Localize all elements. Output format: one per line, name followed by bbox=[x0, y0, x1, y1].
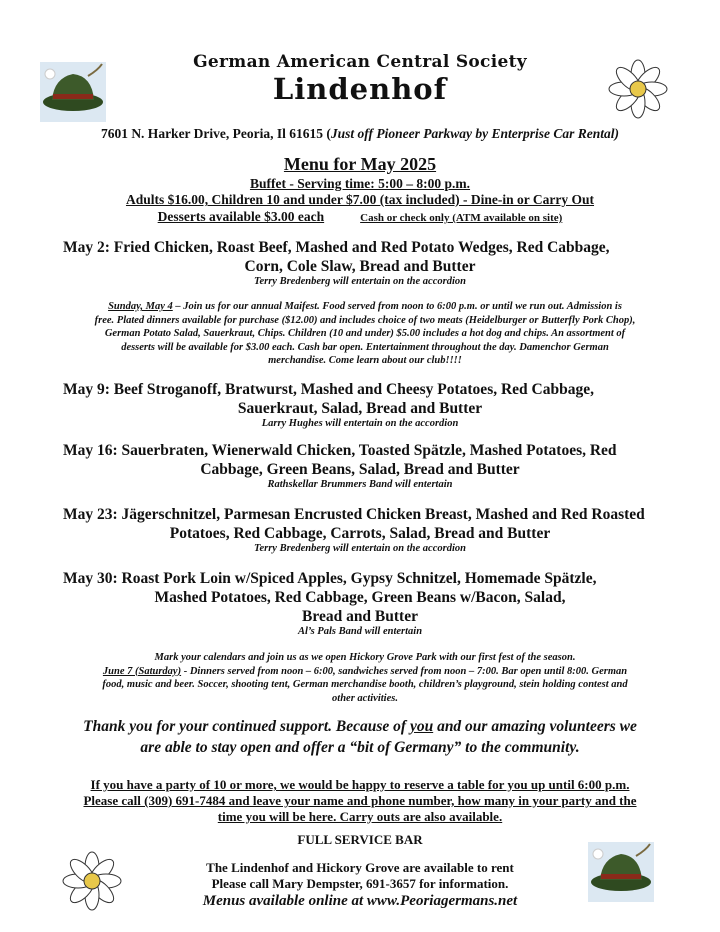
entertainment: Terry Bredenberg will entertain on the accordion bbox=[254, 543, 466, 554]
prices: Adults $16.00, Children 10 and under $7.00 (tax included) - Dine-in or Carry Out bbox=[125, 192, 595, 207]
buffet-time: Buffet - Serving time: 5:00 – 8:00 p.m. bbox=[249, 176, 471, 191]
maifest-line: – Join us for our annual Maifest. Food served from noon to 6:00 p.m. or until we run out. Admission is bbox=[172, 301, 622, 312]
maifest-line: German Potato Salad, Sauerkraut, Chips. Children (10 and under) $5.00 includes a hot dog and chips. An assortment of bbox=[104, 328, 626, 339]
address-note: Just off Pioneer Parkway by Enterprise Car Rental) bbox=[330, 126, 620, 141]
menu-item-may-2 bbox=[0, 238, 720, 287]
hickory-line: other activities. bbox=[332, 692, 398, 704]
menu-item-may-30 bbox=[0, 569, 720, 637]
reservation-info bbox=[0, 777, 720, 825]
thanks-text: and our amazing volunteers we bbox=[433, 718, 637, 735]
menu-item-may-9 bbox=[0, 380, 720, 429]
full-service-bar: FULL SERVICE BAR bbox=[297, 832, 423, 847]
maifest-line: merchandise. Come learn about our club!!!! bbox=[268, 355, 462, 366]
hickory-grove-paragraph bbox=[60, 651, 670, 705]
desserts-line bbox=[0, 209, 720, 225]
menu-item-may-23 bbox=[0, 505, 720, 554]
menu-item-line: Corn, Cole Slaw, Bread and Butter bbox=[244, 258, 476, 275]
reservation-line: Please call (309) 691-7484 and leave your name and phone number, how many in your party and the bbox=[83, 793, 637, 808]
entertainment: Al’s Pals Band will entertain bbox=[297, 626, 423, 637]
menu-item-line: May 16: Sauerbraten, Wienerwald Chicken, Toasted Spätzle, Mashed Potatoes, Red bbox=[63, 442, 617, 459]
hickory-date: June 7 (Saturday) bbox=[102, 665, 182, 677]
entertainment: Terry Bredenberg will entertain on the accordion bbox=[254, 276, 466, 287]
menu-item-line: Bread and Butter bbox=[302, 608, 418, 625]
hickory-line: Mark your calendars and join us as we open Hickory Grove Park with our first fest of the season. bbox=[154, 652, 576, 663]
menu-item-line: May 23: Jägerschnitzel, Parmesan Encrusted Chicken Breast, Mashed and Red Roasted bbox=[63, 506, 645, 523]
reservation-line: time you will be here. Carry outs are also available. bbox=[217, 809, 503, 824]
rental-info bbox=[0, 860, 720, 892]
website-link[interactable]: Menus available online at www.Peoriagermans.net bbox=[202, 893, 518, 909]
thanks-you: you bbox=[409, 718, 434, 735]
address-text: 7601 N. Harker Drive, Peoria, Il 61615 ( bbox=[100, 126, 331, 141]
reservation-line: If you have a party of 10 or more, we would be happy to reserve a table for you up until 6:00 p.m. bbox=[90, 777, 630, 792]
maifest-line: desserts will be available for $3.00 each. Cash bar open. Entertainment throughout the day. Damenchor German bbox=[121, 341, 609, 353]
menu-title: Menu for May 2025 bbox=[283, 154, 437, 174]
menu-item-line: Sauerkraut, Salad, Bread and Butter bbox=[237, 400, 483, 417]
address bbox=[0, 126, 720, 142]
maifest-paragraph bbox=[60, 300, 670, 368]
thank-you-message bbox=[0, 716, 720, 758]
maifest-line: free. Plated dinners available for purchase ($12.00) and includes choice of two meats (Heidelburger or Butterfly Pork Chop), bbox=[94, 314, 636, 326]
page-title: Lindenhof bbox=[272, 72, 448, 106]
menu-item-line: May 30: Roast Pork Loin w/Spiced Apples, Gypsy Schnitzel, Homemade Spätzle, bbox=[63, 570, 597, 587]
menu-item-may-16 bbox=[0, 441, 720, 490]
menu-item-line: Mashed Potatoes, Red Cabbage, Green Beans w/Bacon, Salad, bbox=[154, 589, 566, 606]
menu-item-line: May 9: Beef Stroganoff, Bratwurst, Mashed and Cheesy Potatoes, Red Cabbage, bbox=[63, 381, 594, 398]
payment-note: Cash or check only (ATM available on site) bbox=[360, 212, 563, 224]
thanks-text: Thank you for your continued support. Because of bbox=[83, 718, 410, 735]
society-name: German American Central Society bbox=[193, 52, 527, 72]
maifest-date: Sunday, May 4 bbox=[108, 301, 173, 312]
rental-line: The Lindenhof and Hickory Grove are available to rent bbox=[206, 860, 514, 875]
entertainment: Larry Hughes will entertain on the accordion bbox=[261, 418, 459, 429]
rental-line: Please call Mary Dempster, 691-3657 for information. bbox=[211, 876, 509, 891]
thanks-text: are able to stay open and offer a “bit of Germany” to the community. bbox=[140, 739, 580, 756]
desserts: Desserts available $3.00 each bbox=[157, 209, 325, 224]
menu-item-line: May 2: Fried Chicken, Roast Beef, Mashed and Red Potato Wedges, Red Cabbage, bbox=[63, 239, 610, 256]
menu-item-line: Potatoes, Red Cabbage, Carrots, Salad, Bread and Butter bbox=[169, 525, 551, 542]
menu-item-line: Cabbage, Green Beans, Salad, Bread and Butter bbox=[200, 461, 520, 478]
hickory-line: - Dinners served from noon – 6:00, sandwiches served from noon – 7:00. Bar open until 8:00. German bbox=[181, 665, 628, 677]
hickory-line: food, music and beer. Soccer, shooting tent, German merchandise booth, children’s playground, stein holding contest and bbox=[102, 679, 628, 690]
entertainment: Rathskellar Brummers Band will entertain bbox=[267, 479, 453, 490]
